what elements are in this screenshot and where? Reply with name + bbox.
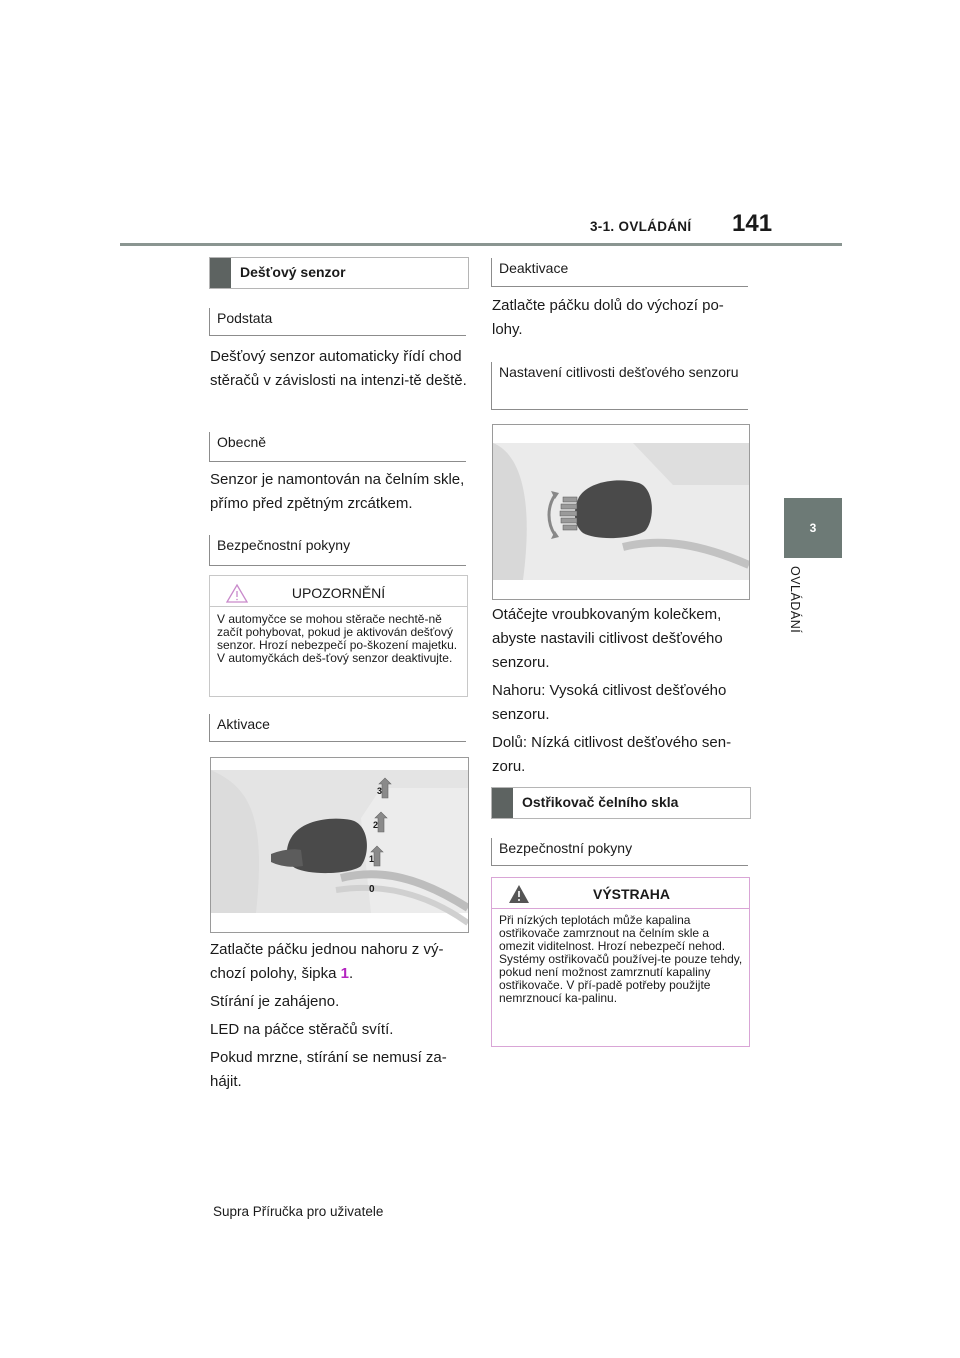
paragraphs-aktivace xyxy=(210,938,470,1098)
subheading-citlivost: Nastavení citlivosti dešťového senzoru xyxy=(491,362,748,410)
citlivost-p1: Otáčejte vroubkovaným kolečkem, abyste nastavili citlivost dešťového senzoru. xyxy=(492,606,723,671)
aktivace-p2: Stírání je zahájeno. xyxy=(210,993,340,1010)
warning-divider xyxy=(210,606,467,607)
sensitivity-wheel-illustration xyxy=(493,425,749,599)
deaktivace-text: Zatlačte páčku dolů do výchozí po-lohy. xyxy=(492,297,724,338)
aktivace-p1-end: . xyxy=(348,965,354,982)
paragraphs-citlivost xyxy=(492,603,752,783)
chapter-tab-label: OVLÁDÁNÍ xyxy=(788,566,802,634)
aktivace-p1 xyxy=(210,938,470,986)
figure-wiper-lever-activation xyxy=(210,757,469,933)
warning-box-vystraha xyxy=(491,877,750,1047)
warning-box-upozorneni xyxy=(209,575,468,697)
warning-text: Při nízkých teplotách může kapalina ostřikovače zamrznout na čelním skle a omezit viditelnost. Hrozí nebezpečí nehod. Systémy ostřikovačů používej-te pouze tehdy, pokud není možnost zamrznutí kapaliny ostřikovače. V pří-padě potřeby použijte nemrznoucí ka-palinu. xyxy=(499,913,743,1005)
section-title-text: Dešťový senzor xyxy=(240,264,346,280)
figure-label-0: 0 xyxy=(369,884,375,895)
warning-title: VÝSTRAHA xyxy=(592,886,670,902)
subheading-obecne: Obecně xyxy=(209,432,466,462)
footer-text: Supra Příručka pro uživatele xyxy=(213,1204,384,1219)
figure-label-3: 3 xyxy=(377,786,383,796)
subheading-safety: Bezpečnostní pokyny xyxy=(209,535,466,566)
podstata-text: Dešťový senzor automaticky řídí chod stěračů v závislosti na intenzi-tě deště. xyxy=(210,348,467,389)
warning-divider xyxy=(492,908,749,909)
header-rule xyxy=(120,243,842,246)
section-title-washer xyxy=(491,787,751,819)
paragraph-obecne xyxy=(210,468,470,520)
subheading-deaktivace: Deaktivace xyxy=(491,258,748,287)
citlivost-p2: Nahoru: Vysoká citlivost dešťového senzoru. xyxy=(492,682,727,723)
section-marker xyxy=(492,788,513,818)
section-marker xyxy=(210,258,231,288)
paragraph-deaktivace xyxy=(492,294,752,346)
section-title-text: Ostřikovač čelního skla xyxy=(522,794,679,810)
chapter-title: 3-1. OVLÁDÁNÍ xyxy=(590,219,692,234)
page-number: 141 xyxy=(732,210,773,237)
subheading-safety-washer: Bezpečnostní pokyny xyxy=(491,838,748,866)
aktivace-p4: Pokud mrzne, stírání se nemusí za-hájit. xyxy=(210,1049,447,1090)
citlivost-p3: Dolů: Nízká citlivost dešťového sen-zoru. xyxy=(492,734,732,775)
subheading-podstata: Podstata xyxy=(209,308,466,336)
warning-text: V automyčce se mohou stěrače nechtě-ně začít pohybovat, pokud je aktivován dešťový senzor. Hrozí nebezpečí po-škození majetku. V automyčkách deš-ťový senzor deaktivujte. xyxy=(217,612,458,665)
chapter-tab: 3 xyxy=(784,498,842,558)
obecne-text: Senzor je namontován na čelním skle, přímo před zpětným zrcátkem. xyxy=(210,471,465,512)
arrow-reference-1: 1 xyxy=(340,965,349,982)
section-title-rain-sensor xyxy=(209,257,469,289)
figure-label-2: 2 xyxy=(373,820,379,830)
figure-sensitivity-wheel xyxy=(492,424,750,600)
warning-title: UPOZORNĚNÍ xyxy=(291,585,386,601)
aktivace-p3: LED na páčce stěračů svítí. xyxy=(210,1021,394,1038)
subheading-aktivace: Aktivace xyxy=(209,714,466,742)
aktivace-p1-text: Zatlačte páčku jednou nahoru z vý-chozí polohy, šipka xyxy=(210,941,444,982)
paragraph-podstata xyxy=(210,345,470,397)
wiper-lever-illustration xyxy=(211,758,468,932)
figure-label-1: 1 xyxy=(369,854,375,864)
